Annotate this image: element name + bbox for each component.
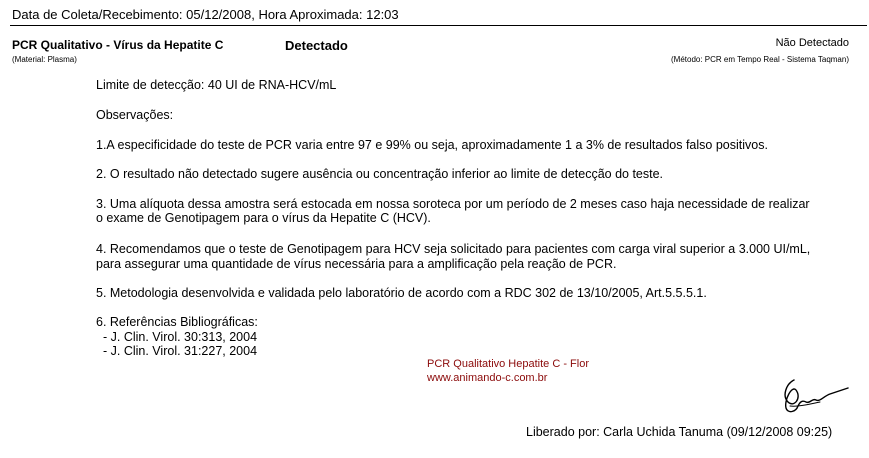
references-title: 6. Referências Bibliográficas: bbox=[96, 315, 258, 329]
header-divider bbox=[10, 25, 867, 26]
observation-3-line-1: 3. Uma alíquota dessa amostra será estocada em nossa soroteca por um período de 2 meses caso haja necessidade de realizar bbox=[96, 197, 810, 211]
reference-value: Não Detectado bbox=[775, 37, 849, 49]
observation-4-line-2: para assegurar uma quantidade de vírus necessária para a amplificação pela reação de PCR. bbox=[96, 257, 617, 271]
exam-method: (Método: PCR em Tempo Real - Sistema Taqman) bbox=[671, 55, 849, 64]
collection-date-line: Data de Coleta/Recebimento: 05/12/2008, Hora Aproximada: 12:03 bbox=[12, 7, 399, 22]
observation-5: 5. Metodologia desenvolvida e validada pelo laboratório de acordo com a RDC 302 de 13/10/2005, Art.5.5.5.1. bbox=[96, 286, 707, 300]
exam-result: Detectado bbox=[285, 38, 348, 53]
released-by: Liberado por: Carla Uchida Tanuma (09/12/2008 09:25) bbox=[526, 425, 833, 439]
reference-entry-1: - J. Clin. Virol. 30:313, 2004 bbox=[103, 330, 258, 344]
signature bbox=[780, 376, 850, 416]
observation-3-line-2: o exame de Genotipagem para o vírus da Hepatite C (HCV). bbox=[96, 211, 431, 225]
exam-title: PCR Qualitativo - Vírus da Hepatite C bbox=[12, 38, 224, 52]
detection-limit: Limite de detecção: 40 UI de RNA-HCV/mL bbox=[96, 78, 337, 92]
reference-entry-2: - J. Clin. Virol. 31:227, 2004 bbox=[103, 344, 258, 358]
observation-2: 2. O resultado não detectado sugere ausência ou concentração inferior ao limite de detecção do teste. bbox=[96, 167, 664, 181]
observation-1: 1.A especificidade do teste de PCR varia entre 97 e 99% ou seja, aproximadamente 1 a 3% de resultados falso positivos. bbox=[96, 138, 768, 152]
observation-4-line-1: 4. Recomendamos que o teste de Genotipagem para HCV seja solicitado para pacientes com carga viral superior a 3.000 UI/mL, bbox=[96, 242, 811, 256]
watermark-line-1: PCR Qualitativo Hepatite C - Flor bbox=[427, 358, 589, 370]
watermark-line-2: www.animando-c.com.br bbox=[427, 372, 548, 384]
exam-material: (Material: Plasma) bbox=[12, 55, 77, 64]
observations-title: Observações: bbox=[96, 108, 174, 122]
